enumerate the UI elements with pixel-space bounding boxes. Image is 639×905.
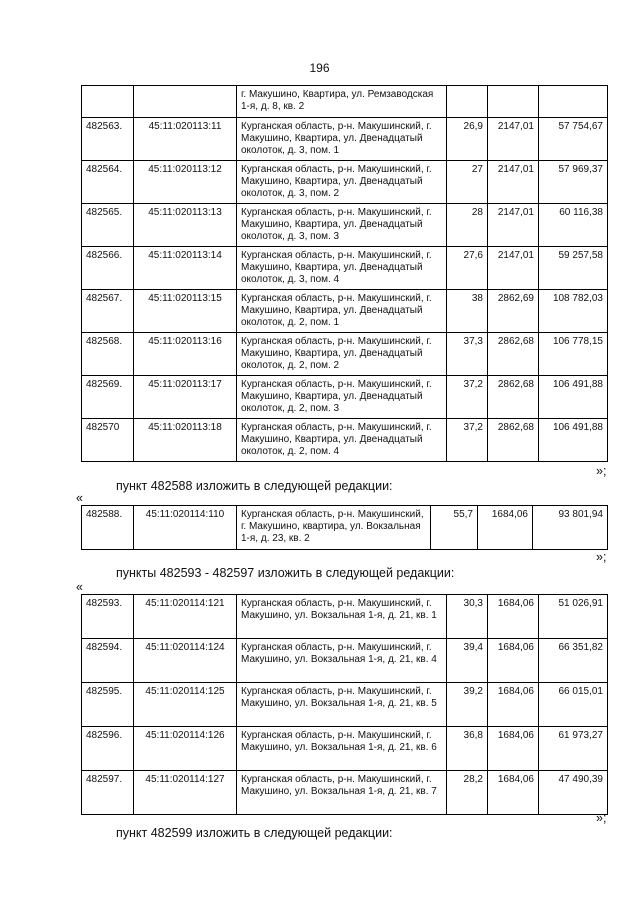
cell-number: 482566. xyxy=(82,247,134,290)
cell-address: Курганская область, р-н. Макушинский, г. Макушино, Квартира, ул. Двенадцатый околоток, д. 2, пом. 2 xyxy=(237,333,447,376)
cell-address: Курганская область, р-н. Макушинский, г. Макушино, Квартира, ул. Двенадцатый околоток, д. 3, пом. 4 xyxy=(237,247,447,290)
cell-price: 1684,06 xyxy=(488,595,539,639)
cell-price: 2862,68 xyxy=(488,333,539,376)
cell-address: Курганская область, р-н. Макушинский, г. Макушино, Квартира, ул. Двенадцатый околоток, д. 2, пом. 1 xyxy=(237,290,447,333)
table-row xyxy=(82,161,608,204)
cell-cadastral: 45:11:020113:16 xyxy=(134,333,237,376)
cell-area: 39,4 xyxy=(447,639,488,683)
cell-area xyxy=(447,86,488,118)
cell-number: 482568. xyxy=(82,333,134,376)
cell-address: Курганская область, р-н. Макушинский, г. Макушино, ул. Вокзальная 1-я, д. 21, кв. 5 xyxy=(237,683,447,727)
cell-cadastral: 45:11:020114:110 xyxy=(134,506,237,550)
cell-address: Курганская область, р-н. Макушинский, г. Макушино, ул. Вокзальная 1-я, д. 21, кв. 1 xyxy=(237,595,447,639)
cell-value: 106 491,88 xyxy=(539,419,608,462)
cell-price: 2862,68 xyxy=(488,419,539,462)
cell-cadastral: 45:11:020114:125 xyxy=(134,683,237,727)
cell-area: 27,6 xyxy=(447,247,488,290)
cell-value: 106 778,15 xyxy=(539,333,608,376)
closing-quote: »; xyxy=(596,550,607,564)
opening-quote: « xyxy=(76,580,83,594)
cell-cadastral: 45:11:020113:15 xyxy=(134,290,237,333)
table-row xyxy=(82,683,608,727)
closing-quote: »; xyxy=(596,811,607,825)
cell-price: 1684,06 xyxy=(488,683,539,727)
paragraph-amend-482599: пункт 482599 изложить в следующей редакции: xyxy=(116,826,393,840)
cell-price: 1684,06 xyxy=(488,727,539,771)
cell-number: 482565. xyxy=(82,204,134,247)
cell-area: 37,2 xyxy=(447,376,488,419)
cell-value: 47 490,39 xyxy=(539,771,608,815)
paragraph-amend-482593-482597: пункты 482593 - 482597 изложить в следующей редакции: xyxy=(116,566,455,580)
cell-area: 38 xyxy=(447,290,488,333)
cell-area: 26,9 xyxy=(447,118,488,161)
table-row xyxy=(82,595,608,639)
cell-address: Курганская область, р-н. Макушинский, г. Макушино, ул. Вокзальная 1-я, д. 21, кв. 6 xyxy=(237,727,447,771)
cell-price: 1684,06 xyxy=(488,639,539,683)
cell-price: 2862,69 xyxy=(488,290,539,333)
cell-address: Курганская область, р-н. Макушинский, г. Макушино, квартира, ул. Вокзальная 1-я, д. 23, кв. 2 xyxy=(237,506,431,550)
property-table-1 xyxy=(81,85,608,462)
table-row xyxy=(82,376,608,419)
cell-area: 36,8 xyxy=(447,727,488,771)
cell-cadastral: 45:11:020114:124 xyxy=(134,639,237,683)
cell-cadastral: 45:11:020114:121 xyxy=(134,595,237,639)
property-table-2 xyxy=(81,505,608,550)
page-number: 196 xyxy=(309,61,330,75)
cell-cadastral: 45:11:020113:18 xyxy=(134,419,237,462)
cell-value: 108 782,03 xyxy=(539,290,608,333)
table-row xyxy=(82,86,608,118)
cell-area: 28 xyxy=(447,204,488,247)
table-row xyxy=(82,118,608,161)
cell-number: 482570 xyxy=(82,419,134,462)
cell-address: Курганская область, р-н. Макушинский, г. Макушино, Квартира, ул. Двенадцатый околоток, д. 2, пом. 3 xyxy=(237,376,447,419)
cell-number: 482593. xyxy=(82,595,134,639)
table-row xyxy=(82,639,608,683)
cell-value: 61 973,27 xyxy=(539,727,608,771)
cell-number: 482563. xyxy=(82,118,134,161)
cell-cadastral: 45:11:020113:13 xyxy=(134,204,237,247)
table-row xyxy=(82,333,608,376)
table-row xyxy=(82,247,608,290)
cell-cadastral: 45:11:020113:17 xyxy=(134,376,237,419)
cell-price: 1684,06 xyxy=(478,506,533,550)
cell-price: 2147,01 xyxy=(488,118,539,161)
cell-number: 482596. xyxy=(82,727,134,771)
cell-address: Курганская область, р-н. Макушинский, г. Макушино, Квартира, ул. Двенадцатый околоток, д. 3, пом. 2 xyxy=(237,161,447,204)
cell-price: 2147,01 xyxy=(488,204,539,247)
closing-quote: »; xyxy=(596,464,607,478)
cell-number: 482597. xyxy=(82,771,134,815)
paragraph-amend-482588: пункт 482588 изложить в следующей редакции: xyxy=(116,479,393,493)
cell-area: 39,2 xyxy=(447,683,488,727)
cell-number xyxy=(82,86,134,118)
cell-area: 55,7 xyxy=(431,506,478,550)
cell-area: 27 xyxy=(447,161,488,204)
cell-address: Курганская область, р-н. Макушинский, г. Макушино, Квартира, ул. Двенадцатый околоток, д. 3, пом. 3 xyxy=(237,204,447,247)
cell-price xyxy=(488,86,539,118)
cell-value: 66 015,01 xyxy=(539,683,608,727)
property-table-3 xyxy=(81,594,608,815)
cell-value: 66 351,82 xyxy=(539,639,608,683)
cell-address: Курганская область, р-н. Макушинский, г. Макушино, Квартира, ул. Двенадцатый околоток, д. 2, пом. 4 xyxy=(237,419,447,462)
cell-cadastral: 45:11:020113:12 xyxy=(134,161,237,204)
table-row xyxy=(82,771,608,815)
cell-value xyxy=(539,86,608,118)
cell-address: Курганская область, р-н. Макушинский, г. Макушино, ул. Вокзальная 1-я, д. 21, кв. 7 xyxy=(237,771,447,815)
cell-number: 482588. xyxy=(82,506,134,550)
cell-number: 482595. xyxy=(82,683,134,727)
cell-number: 482594. xyxy=(82,639,134,683)
cell-value: 93 801,94 xyxy=(533,506,608,550)
cell-value: 57 754,67 xyxy=(539,118,608,161)
table-row xyxy=(82,506,608,550)
cell-value: 60 116,38 xyxy=(539,204,608,247)
cell-address: Курганская область, р-н. Макушинский, г. Макушино, Квартира, ул. Двенадцатый околоток, д. 3, пом. 1 xyxy=(237,118,447,161)
cell-area: 37,3 xyxy=(447,333,488,376)
cell-area: 37,2 xyxy=(447,419,488,462)
cell-number: 482567. xyxy=(82,290,134,333)
cell-value: 106 491,88 xyxy=(539,376,608,419)
cell-value: 59 257,58 xyxy=(539,247,608,290)
cell-address: Курганская область, р-н. Макушинский, г. Макушино, ул. Вокзальная 1-я, д. 21, кв. 4 xyxy=(237,639,447,683)
table-row xyxy=(82,419,608,462)
cell-price: 2862,68 xyxy=(488,376,539,419)
table-row xyxy=(82,204,608,247)
cell-cadastral: 45:11:020113:14 xyxy=(134,247,237,290)
cell-number: 482569. xyxy=(82,376,134,419)
cell-price: 2147,01 xyxy=(488,161,539,204)
cell-price: 2147,01 xyxy=(488,247,539,290)
cell-area: 30,3 xyxy=(447,595,488,639)
cell-cadastral: 45:11:020114:126 xyxy=(134,727,237,771)
cell-value: 51 026,91 xyxy=(539,595,608,639)
cell-address: г. Макушино, Квартира, ул. Ремзаводская 1-я, д. 8, кв. 2 xyxy=(237,86,447,118)
cell-price: 1684,06 xyxy=(488,771,539,815)
table-row xyxy=(82,727,608,771)
cell-cadastral: 45:11:020114:127 xyxy=(134,771,237,815)
cell-cadastral: 45:11:020113:11 xyxy=(134,118,237,161)
cell-number: 482564. xyxy=(82,161,134,204)
table-row xyxy=(82,290,608,333)
cell-area: 28,2 xyxy=(447,771,488,815)
cell-value: 57 969,37 xyxy=(539,161,608,204)
cell-cadastral xyxy=(134,86,237,118)
opening-quote: « xyxy=(76,491,83,505)
